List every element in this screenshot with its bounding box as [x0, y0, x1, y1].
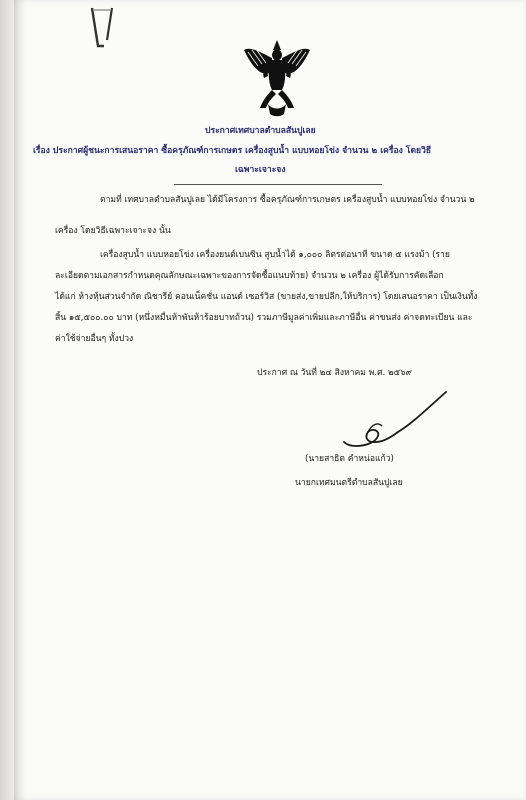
paragraph-1-line-2: เครื่อง โดยวิธีเฉพาะเจาะจง นั้น: [55, 226, 171, 236]
announcement-date: ประกาศ ณ วันที่ ๒๔ สิงหาคม พ.ศ. ๒๕๖๙: [257, 368, 412, 378]
paragraph-2-line-2: ละเอียดตามเอกสารกำหนดคุณลักษณะเฉพาะของการจัดซื้อแนบท้าย) จำนวน ๒ เครื่อง ผู้ได้รับการคัดเลือก: [55, 271, 444, 281]
scan-edge: [0, 0, 14, 800]
paragraph-2-line-4: สิ้น ๑๕,๕๐๐.๐๐ บาท (หนึ่งหมื่นห้าพันห้าร้อยบาทถ้วน) รวมภาษีมูลค่าเพิ่มและภาษีอื่น ค่าขนส่ง ค่าจดทะเบียน และ: [55, 313, 473, 323]
garuda-emblem-icon: [242, 38, 312, 118]
paragraph-2-line-3: ได้แก่ ห้างหุ้นส่วนจำกัด ณิชารีย์ คอนเน็คชั่น แอนด์ เซอร์วิส (ขายส่ง,ขายปลีก,ให้บริการ) โดยเสนอราคา เป็นเงินทั้ง: [55, 292, 478, 302]
document-title: ประกาศเทศบาลตำบลสันปูเลย: [205, 126, 316, 136]
paper-clip-mark-icon: [86, 6, 122, 52]
paragraph-1-line-1: ตามที่ เทศบาลตำบลสันปูเลย ได้มีโครงการ ซื้อครุภัณฑ์การเกษตร เครื่องสูบน้ำ แบบหอยโข่ง จำนวน ๒: [100, 195, 475, 205]
document-page: [14, 0, 524, 800]
divider-rule: [174, 184, 382, 185]
handwritten-signature: [342, 388, 452, 452]
paragraph-2-line-1: เครื่องสูบน้ำ แบบหอยโข่ง เครื่องยนต์เบนซิน สูบน้ำได้ ๑,๐๐๐ ลิตรต่อนาที ขนาด ๕ แรงม้า (ราย: [100, 250, 450, 260]
paragraph-2-line-5: ค่าใช้จ่ายอื่นๆ ทั้งปวง: [55, 334, 134, 344]
subject-line-2: เฉพาะเจาะจง: [235, 165, 286, 175]
signatory-position: นายกเทศมนตรีตำบลสันปูเลย: [295, 478, 403, 488]
signatory-name: (นายสาธิต คำหน่อแก้ว): [305, 454, 394, 464]
subject-line-1: เรื่อง ประกาศผู้ชนะการเสนอราคา ซื้อครุภัณฑ์การเกษตร เครื่องสูบน้ำ แบบหอยโข่ง จำนวน ๒ เครื่อง โดยวิธี: [33, 146, 432, 156]
